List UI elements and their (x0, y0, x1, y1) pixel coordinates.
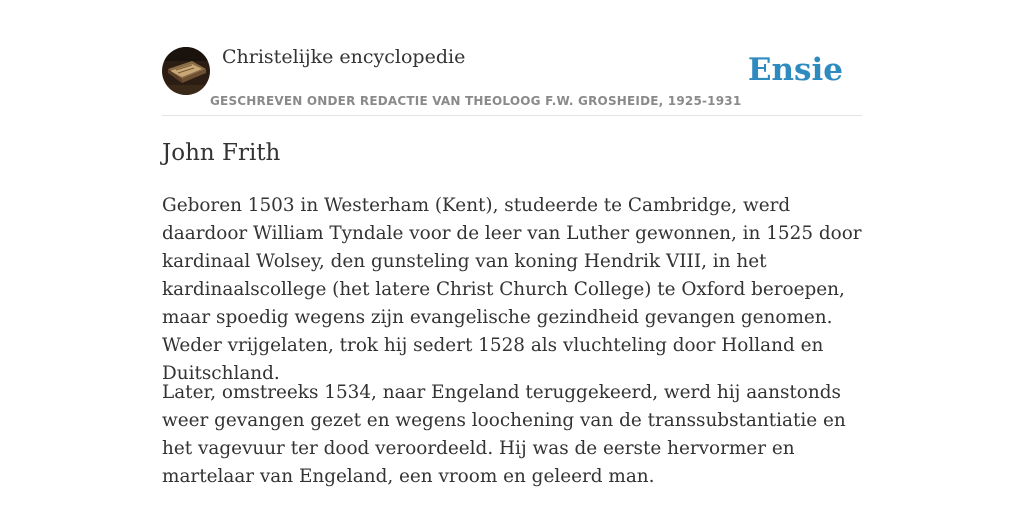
site-title[interactable]: Christelijke encyclopedie (222, 46, 466, 68)
site-subtitle: GESCHREVEN ONDER REDACTIE VAN THEOLOOG F.W. GROSHEIDE, 1925-1931 (210, 94, 742, 108)
entry-title: John Frith (162, 140, 281, 166)
book-thumbnail-icon[interactable] (162, 47, 210, 95)
header-divider (162, 115, 862, 116)
entry-paragraph: Later, omstreeks 1534, naar Engeland teruggekeerd, werd hij aanstonds weer gevangen gezet en wegens loochening van de transsubstantiatie en het vagevuur ter dood veroordeeld. Hij was de eerste hervormer en martelaar van Engeland, een vroom en geleerd man. (162, 382, 846, 487)
ensie-logo[interactable]: Ensie (747, 52, 843, 88)
entry-paragraph: Geboren 1503 in Westerham (Kent), studeerde te Cambridge, werd daardoor William Tyndale voor de leer van Luther gewonnen, in 1525 door kardinaal Wolsey, den gunsteling van koning Hendrik VIII, in het kardinaalscollege (het latere Christ Church College) te Oxford beroepen, maar spoedig wegens zijn evangelische gezindheid gevangen genomen. Weder vrijgelaten, trok hij sedert 1528 als vluchteling door Holland en Duitschland. (162, 195, 862, 384)
